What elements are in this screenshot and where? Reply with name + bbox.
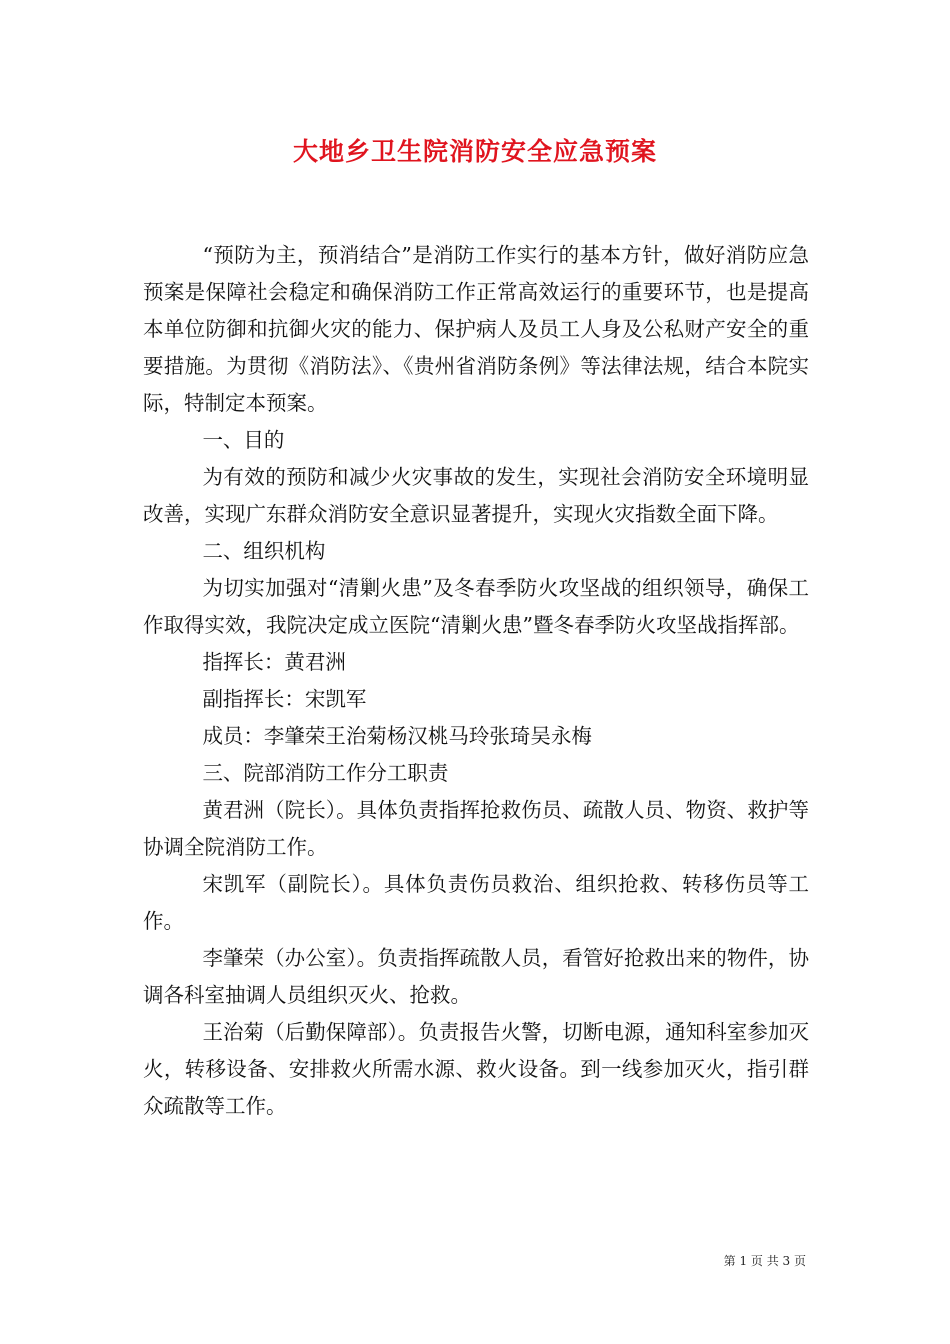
commander-line: 指挥长：黄君洲 xyxy=(202,650,346,674)
heading-organization: 二、组织机构 xyxy=(202,539,326,563)
document-title: 大地乡卫生院消防安全应急预案 xyxy=(292,137,657,166)
duty-paragraph: 宋凯军（副院长）。具体负责伤员救治、组织抢救、转移伤员等工作。 xyxy=(143,872,809,933)
duty-paragraph: 李肇荣（办公室）。负责指挥疏散人员，看管好抢救出来的物件，协调各科室抽调人员组织灭火、抢救。 xyxy=(143,946,809,1007)
heading-duties: 三、院部消防工作分工职责 xyxy=(202,761,449,785)
duty-paragraph: 黄君洲（院长）。具体负责指挥抢救伤员、疏散人员、物资、救护等协调全院消防工作。 xyxy=(143,798,809,859)
deputy-commander-line: 副指挥长：宋凯军 xyxy=(202,687,367,711)
paragraph-organization: 为切实加强对“清剿火患”及冬春季防火攻坚战的组织领导，确保工作取得实效，我院决定成立医院“清剿火患”暨冬春季防火攻坚战指挥部。 xyxy=(143,576,809,637)
paragraph-intro: “预防为主，预消结合”是消防工作实行的基本方针，做好消防应急预案是保障社会稳定和确保消防工作正常高效运行的重要环节，也是提高本单位防御和抗御火灾的能力、保护病人及员工人身及公私财产安全的重要措施。为贯彻《消防法》、《贵州省消防条例》等法律法规，结合本院实际，特制定本预案。 xyxy=(143,243,809,415)
document-body xyxy=(143,237,809,1125)
members-line: 成员：李肇荣王治菊杨汉桃马玲张琦吴永梅 xyxy=(202,724,592,748)
page-number-footer: 第 1 页 共 3 页 xyxy=(723,1254,806,1268)
duty-paragraph: 王治菊（后勤保障部）。负责报告火警，切断电源，通知科室参加灭火，转移设备、安排救火所需水源、救火设备。到一线参加灭火，指引群众疏散等工作。 xyxy=(143,1020,809,1118)
paragraph-purpose: 为有效的预防和减少火灾事故的发生，实现社会消防安全环境明显改善，实现广东群众消防安全意识显著提升，实现火灾指数全面下降。 xyxy=(143,465,809,526)
heading-purpose: 一、目的 xyxy=(202,428,285,452)
